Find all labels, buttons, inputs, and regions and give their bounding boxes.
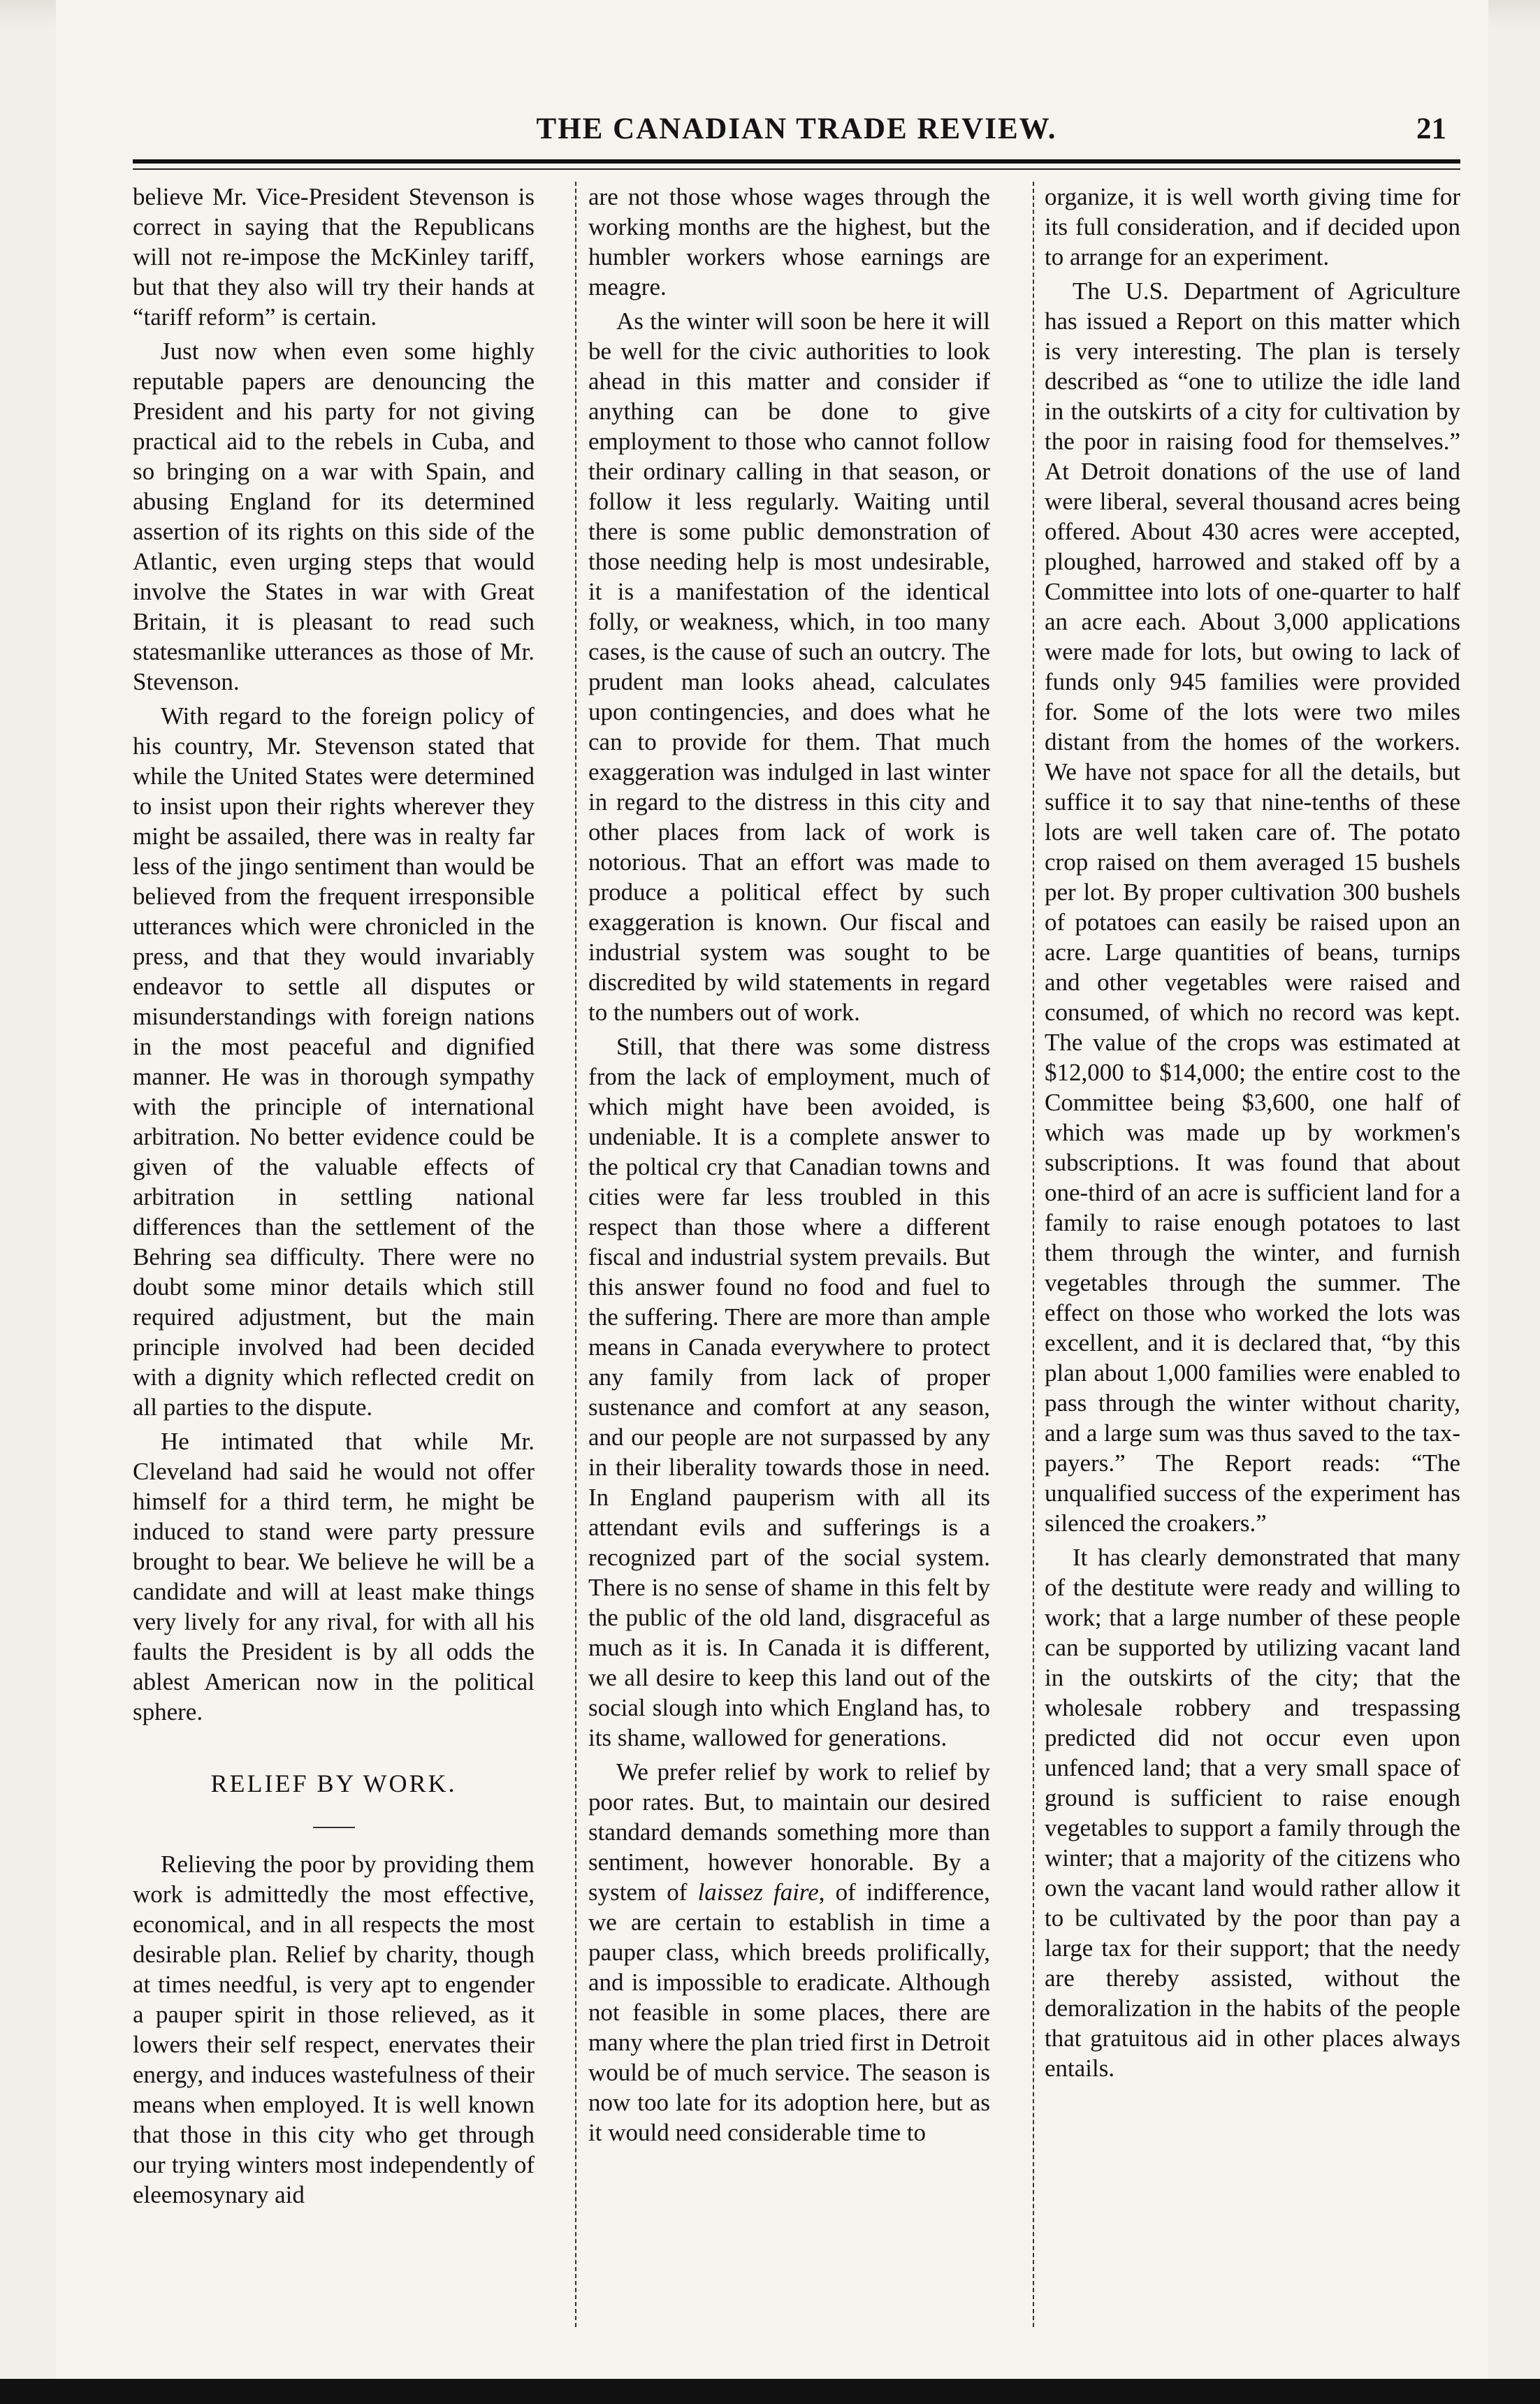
paragraph: With regard to the foreign policy of his country, Mr. Stevenson stated that while the United States were determined to insist upon their rights wherever they might be assailed, there was in realty far less of the jingo sentiment than would be believed from the frequent irresponsible utterances which were chronicled in the press, and that they would invariably endeavor to settle all disputes or misunderstandings with foreign nations in the most peaceful and dignified manner. He was in thorough sympathy with the principle of international arbitration. No better evidence could be given of the valuable effects of arbitration in settling national differences than the settlement of the Behring sea difficulty. There were no doubt some minor details which still required adjustment, but the main principle involved had been decided with a dignity which reflected credit on all parties to the dispute. bbox=[133, 702, 535, 1421]
scan-bottom-edge bbox=[0, 2379, 1540, 2404]
section-heading: RELIEF BY WORK. bbox=[210, 1769, 457, 1797]
paragraph bbox=[588, 1757, 990, 2148]
paragraph: Relieving the poor by providing them work is admittedly the most effective, economical, and in all respects the most desirable plan. Relief by charity, though at times needful, is very apt to engender a pauper spirit in those relieved, as it lowers their self respect, enervates their energy, and induces wastefulness of their means when employed. It is well known that those in this city who get through our trying winters most independently of eleemosynary aid bbox=[133, 1851, 535, 2208]
paragraph: The U.S. Department of Agriculture has issued a Report on this matter which is very interesting. The plan is tersely described as “one to utilize the idle land in the outskirts of a city for cultivation by the poor in raising food for themselves.” At Detroit donations of the use of land were liberal, several thousand acres being offered. About 430 acres were accepted, ploughed, harrowed and staked off by a Committee into lots of one-quarter to half an acre each. About 3,000 applications were made for lots, but owing to lack of funds only 945 families were provided for. Some of the lots were two miles distant from the homes of the workers. We have not space for all the details, but suffice it to say that nine-tenths of these lots are well taken care of. The potato crop raised on them averaged 15 bushels per lot. By proper cultivation 300 bushels of potatoes can easily be raised upon an acre. Large quantities of beans, turnips and other vegetables were raised and consumed, of which no record was kept. The value of the crops was estimated at $12,000 to $14,000; the entire cost to the Committee being $3,600, one half of which was made up by workmen's subscriptions. It was found that about one-third of an acre is sufficient land for a family to raise enough potatoes to last them through the winter, and furnish vegetables through the summer. The effect on those who worked the lots was excellent, and it is declared that, “by this plan about 1,000 families were enabled to pass through the winter without charity, and a large sum was thus saved to the tax-payers.” The Report reads: “The unqualified success of the experiment has silenced the croakers.” bbox=[1045, 277, 1460, 1537]
section-rule bbox=[313, 1827, 355, 1828]
paragraph: Just now when even some highly reputable papers are denouncing the President and his party for not giving practical aid to the rebels in Cuba, and so bringing on a war with Spain, and abusing England for its determined assertion of its rights on this side of the Atlantic, even urging steps that would involve the States in war with Great Britain, it is pleasant to read such statesmanlike utterances as those of Mr. Stevenson. bbox=[133, 338, 535, 695]
column-middle bbox=[588, 182, 990, 2334]
paragraph-text: , of indifference, we are certain to establish in time a pauper class, which breeds prolifically, and is impossible to eradicate. Although not feasible in some places, there are many where the plan tried first in Detroit would be of much service. The season is now too late for its adoption here, but as it would need considerable time to bbox=[588, 1878, 990, 2146]
paragraph: believe Mr. Vice-President Stevenson is correct in saying that the Republicans will not re-impose the McKinley tariff, but that they also will try their hands at “tariff reform” is certain. bbox=[133, 183, 535, 331]
paragraph: As the winter will soon be here it will be well for the civic authorities to look ahead in this matter and consider if anything can be done to give employment to those who cannot follow their ordinary calling in that season, or follow it less regularly. Waiting until there is some public demonstration of those needing help is most undesirable, it is a manifestation of the identical folly, or weakness, which, in too many cases, is the cause of such an outcry. The prudent man looks ahead, calculates upon contingencies, and does what he can to provide for them. That much exaggeration was indulged in last winter in regard to the distress in this city and other places from lack of work is notorious. That an effort was made to produce a political effect by such exaggeration is known. Our fiscal and industrial system was sought to be discredited by wild statements in regard to the numbers out of work. bbox=[588, 307, 990, 1026]
paragraph: organize, it is well worth giving time for its full consideration, and if decided upon to arrange for an experiment. bbox=[1045, 183, 1460, 270]
header-rule-thick bbox=[133, 159, 1460, 164]
article-columns bbox=[133, 182, 1467, 2334]
paragraph: Still, that there was some distress from the lack of employment, much of which might have been avoided, is undeniable. It is a complete answer to the poltical cry that Canadian towns and cities were far less troubled in this respect than those where a different fiscal and industrial system prevails. But this answer found no food and fuel to the suffering. There are more than ample means in Canada everywhere to protect any family from lack of proper sustenance and comfort at any season, and our people are not surpassed by any in their liberality towards those in need. In England pauperism with all its attendant evils and sufferings is a recognized part of the social system. There is no sense of shame in this felt by the public of the old land, disgraceful as much as it is. In Canada it is different, we all desire to keep this land out of the social slough into which England has, to its shame, wallowed for generations. bbox=[588, 1033, 990, 1751]
paragraph: are not those whose wages through the working months are the highest, but the humbler workers whose earnings are meagre. bbox=[588, 183, 990, 300]
page-number: 21 bbox=[1416, 113, 1446, 145]
italic-phrase: laissez faire bbox=[697, 1878, 819, 1906]
page-header bbox=[133, 105, 1460, 154]
column-left bbox=[133, 182, 535, 2334]
header-rule-thin bbox=[133, 168, 1460, 170]
paragraph-text: We prefer relief by work to relief by poor rates. But, to maintain our desired standard demands something more than sentiment, however honorable. By a system of bbox=[588, 1758, 990, 1906]
publication-title: THE CANADIAN TRADE REVIEW. bbox=[536, 113, 1057, 145]
paragraph: He intimated that while Mr. Cleveland had said he would not offer himself for a third term, he might be induced to stand were party pressure brought to bear. We believe he will be a candidate and will at least make things very lively for any rival, for with all his faults the President is by all odds the ablest American now in the political sphere. bbox=[133, 1428, 535, 1725]
column-right bbox=[1045, 182, 1460, 2334]
paragraph: It has clearly demonstrated that many of the destitute were ready and willing to work; that a large number of these people can be supported by utilizing vacant land in the outskirts of the city; that the wholesale robbery and trespassing predicted did not occur even upon unfenced land; that a very small space of ground is sufficient to raise enough vegetables to support a family through the winter; that a majority of the citizens who own the vacant land would rather allow it to be cultivated by the poor than pay a large tax for their support; that the needy are thereby assisted, without the demoralization in the habits of the people that gratuitous aid in other places always entails. bbox=[1045, 1544, 1460, 2082]
